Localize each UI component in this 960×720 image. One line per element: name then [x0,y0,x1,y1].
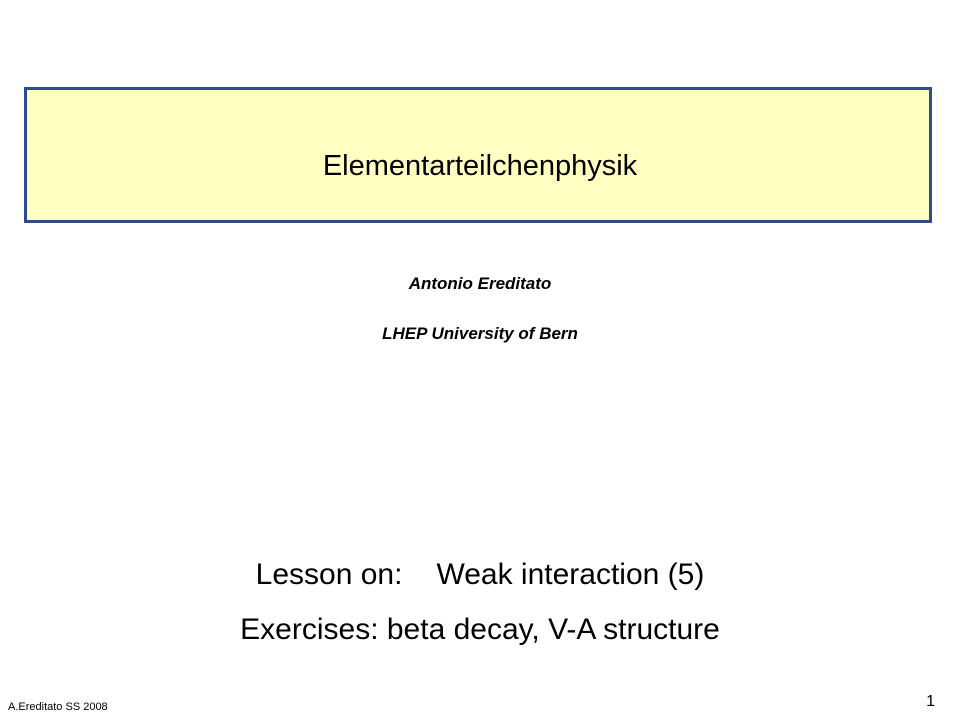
slide-title: Elementarteilchenphysik [322,150,638,182]
page-number: 1 [926,693,935,710]
lesson-label: Lesson on: [255,558,403,591]
exercises-line: Exercises: beta decay, V-A structure [240,613,720,646]
footer-credit: A.Ereditato SS 2008 [8,701,108,713]
author-name: Antonio Ereditato [408,274,552,293]
lesson-topic: Weak interaction (5) [436,558,705,591]
affiliation: LHEP University of Bern [382,324,578,343]
lesson-line [0,555,960,595]
